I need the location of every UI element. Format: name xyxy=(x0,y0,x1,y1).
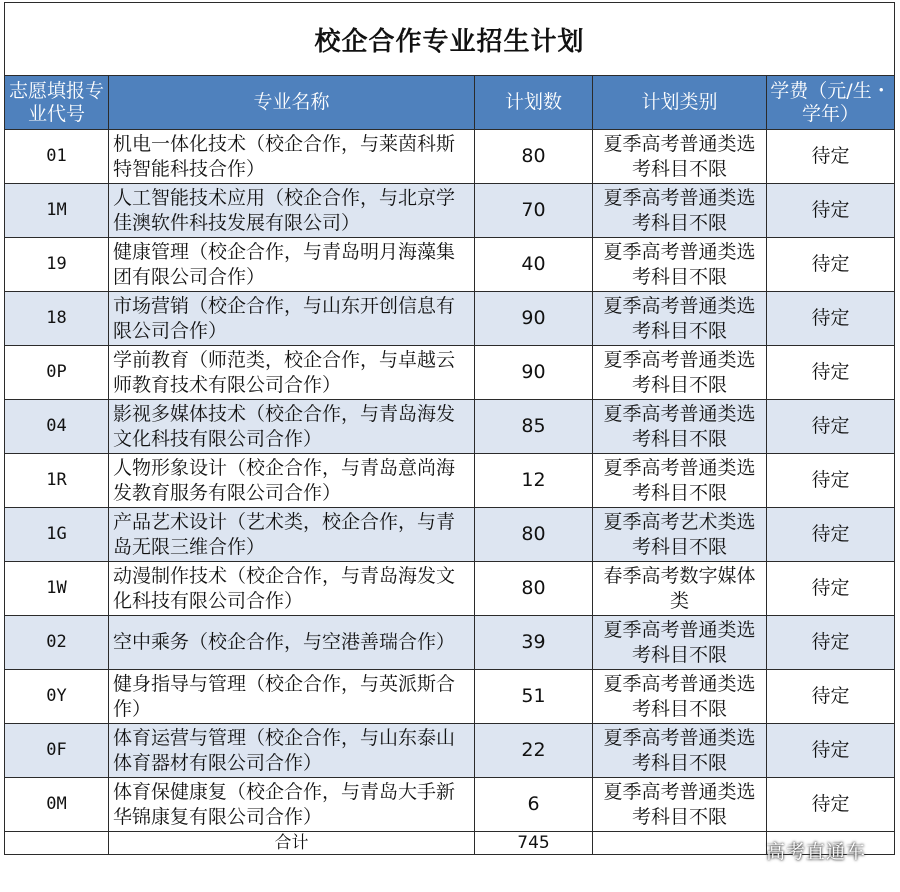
cell-count: 22 xyxy=(475,724,593,778)
cell-fee: 待定 xyxy=(767,346,895,400)
table-title: 校企合作专业招生计划 xyxy=(5,3,895,76)
cell-name: 影视多媒体技术（校企合作，与青岛海发文化科技有限公司合作） xyxy=(109,400,475,454)
cell-category: 春季高考数字媒体类 xyxy=(593,562,767,616)
cell-name: 机电一体化技术（校企合作，与莱茵科斯特智能科技合作） xyxy=(109,130,475,184)
table-header-row xyxy=(5,76,895,130)
cell-code: 0Y xyxy=(5,670,109,724)
table-row xyxy=(5,238,895,292)
cell-code: 1G xyxy=(5,508,109,562)
cell-code: 04 xyxy=(5,400,109,454)
cell-code: 0M xyxy=(5,778,109,832)
cell-category: 夏季高考普通类选考科目不限 xyxy=(593,292,767,346)
cell-category: 夏季高考普通类选考科目不限 xyxy=(593,670,767,724)
cell-category: 夏季高考普通类选考科目不限 xyxy=(593,724,767,778)
table-row xyxy=(5,400,895,454)
header-name: 专业名称 xyxy=(109,76,475,130)
cell-fee: 待定 xyxy=(767,184,895,238)
cell-fee: 待定 xyxy=(767,454,895,508)
cell-name: 空中乘务（校企合作，与空港善瑞合作） xyxy=(109,616,475,670)
cell-count: 90 xyxy=(475,292,593,346)
table-row xyxy=(5,562,895,616)
cell-name: 产品艺术设计（艺术类，校企合作，与青岛无限三维合作） xyxy=(109,508,475,562)
cell-name: 市场营销（校企合作，与山东开创信息有限公司合作） xyxy=(109,292,475,346)
table-row xyxy=(5,778,895,832)
table-row xyxy=(5,508,895,562)
table-row xyxy=(5,130,895,184)
cell-name: 体育运营与管理（校企合作，与山东泰山体育器材有限公司合作） xyxy=(109,724,475,778)
cell-name: 学前教育（师范类，校企合作，与卓越云师教育技术有限公司合作） xyxy=(109,346,475,400)
cell-code: 1M xyxy=(5,184,109,238)
cell-category: 夏季高考普通类选考科目不限 xyxy=(593,454,767,508)
table-row xyxy=(5,184,895,238)
cell-name: 健身指导与管理（校企合作，与英派斯合作） xyxy=(109,670,475,724)
header-count: 计划数 xyxy=(475,76,593,130)
cell-count: 51 xyxy=(475,670,593,724)
table-row xyxy=(5,292,895,346)
cell-code: 0F xyxy=(5,724,109,778)
cell-count: 6 xyxy=(475,778,593,832)
cell-fee: 待定 xyxy=(767,238,895,292)
table-row xyxy=(5,670,895,724)
cell-code: 01 xyxy=(5,130,109,184)
cell-fee: 待定 xyxy=(767,130,895,184)
header-category: 计划类别 xyxy=(593,76,767,130)
cell-name: 体育保健康复（校企合作，与青岛大手新华锦康复有限公司合作） xyxy=(109,778,475,832)
cell-fee: 待定 xyxy=(767,400,895,454)
cell-code: 02 xyxy=(5,616,109,670)
total-row xyxy=(5,832,895,855)
cell-code: 18 xyxy=(5,292,109,346)
cell-category: 夏季高考普通类选考科目不限 xyxy=(593,130,767,184)
cell-code: 19 xyxy=(5,238,109,292)
cell-category: 夏季高考普通类选考科目不限 xyxy=(593,238,767,292)
cell-code: 0P xyxy=(5,346,109,400)
cell-code: 1W xyxy=(5,562,109,616)
cell-fee: 待定 xyxy=(767,616,895,670)
cell-category: 夏季高考普通类选考科目不限 xyxy=(593,778,767,832)
cell-fee: 待定 xyxy=(767,778,895,832)
cell-name: 人物形象设计（校企合作，与青岛意尚海发教育服务有限公司合作） xyxy=(109,454,475,508)
header-fee: 学费（元/生・学年） xyxy=(767,76,895,130)
table-row xyxy=(5,454,895,508)
cell-count: 40 xyxy=(475,238,593,292)
cell-name: 动漫制作技术（校企合作，与青岛海发文化科技有限公司合作） xyxy=(109,562,475,616)
enrollment-plan-document xyxy=(4,2,894,888)
cell-count: 90 xyxy=(475,346,593,400)
cell-count: 80 xyxy=(475,508,593,562)
cell-fee: 待定 xyxy=(767,292,895,346)
cell-category: 夏季高考普通类选考科目不限 xyxy=(593,616,767,670)
cell-category: 夏季高考普通类选考科目不限 xyxy=(593,346,767,400)
header-code: 志愿填报专业代号 xyxy=(5,76,109,130)
cell-category: 夏季高考普通类选考科目不限 xyxy=(593,400,767,454)
cell-count: 39 xyxy=(475,616,593,670)
cell-code: 1R xyxy=(5,454,109,508)
table-row xyxy=(5,724,895,778)
cell-count: 80 xyxy=(475,130,593,184)
cell-name: 人工智能技术应用（校企合作，与北京学佳澳软件科技发展有限公司） xyxy=(109,184,475,238)
table-body xyxy=(5,130,895,832)
cell-fee: 待定 xyxy=(767,508,895,562)
table-row xyxy=(5,346,895,400)
cell-category: 夏季高考普通类选考科目不限 xyxy=(593,184,767,238)
cell-count: 12 xyxy=(475,454,593,508)
cell-fee: 待定 xyxy=(767,562,895,616)
total-count: 745 xyxy=(475,832,593,855)
cell-category: 夏季高考艺术类选考科目不限 xyxy=(593,508,767,562)
cell-fee: 待定 xyxy=(767,670,895,724)
cell-fee: 待定 xyxy=(767,724,895,778)
cell-count: 80 xyxy=(475,562,593,616)
total-empty-cell xyxy=(5,832,109,855)
cell-name: 健康管理（校企合作，与青岛明月海藻集团有限公司合作） xyxy=(109,238,475,292)
total-label: 合计 xyxy=(109,832,475,855)
cell-count: 70 xyxy=(475,184,593,238)
watermark-text: 高考直通车 xyxy=(765,841,866,863)
enrollment-plan-table xyxy=(4,2,895,855)
total-empty-cell xyxy=(593,832,767,855)
table-row xyxy=(5,616,895,670)
cell-count: 85 xyxy=(475,400,593,454)
